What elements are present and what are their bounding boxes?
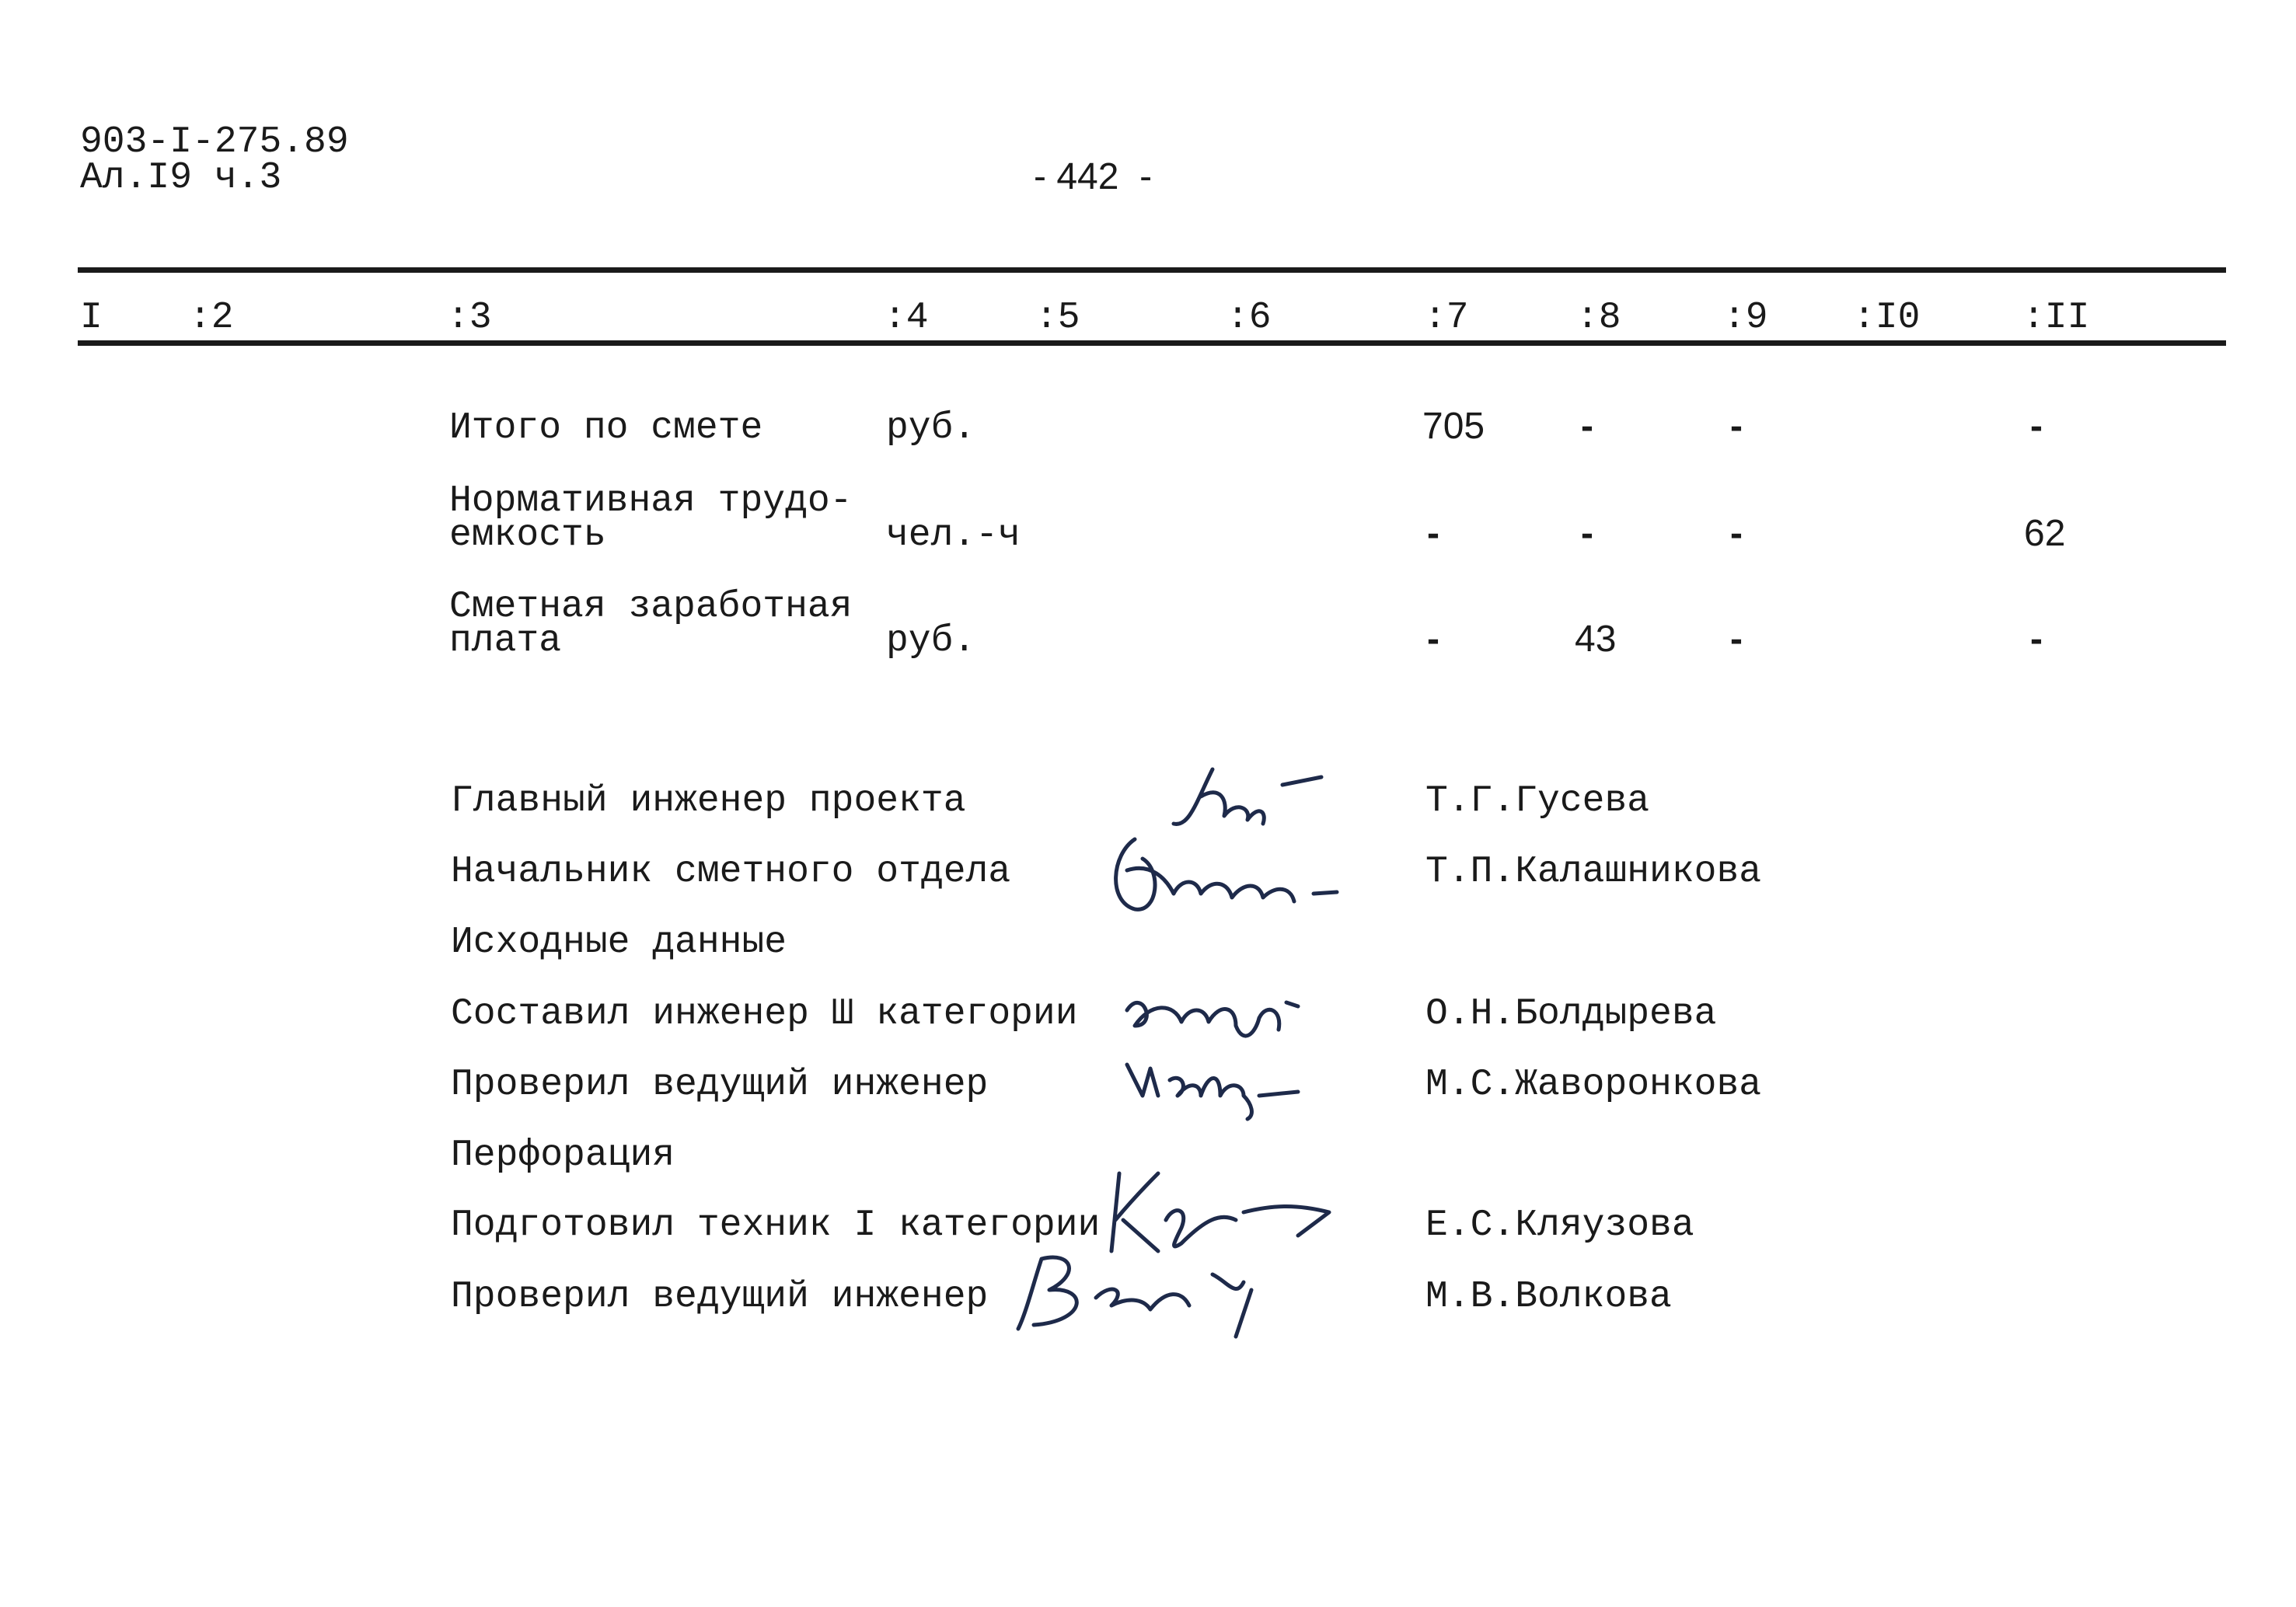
row-name: Итого по смете: [449, 407, 763, 449]
column-header: :2: [189, 297, 234, 339]
section-label: Исходные данные: [451, 922, 787, 964]
row-value-col8: -: [1581, 406, 1593, 447]
row-value-col7: 705: [1422, 406, 1485, 447]
header-bottom-rule: [78, 340, 2226, 346]
document-code: 903-I-275.89: [80, 121, 349, 163]
signatory-position: Подготовил техник I категории: [451, 1204, 1101, 1246]
signatory-name: М.С.Жаворонкова: [1425, 1064, 1762, 1106]
row-name: Нормативная трудо-: [449, 480, 853, 522]
signatory-position: Главный инженер проекта: [451, 780, 966, 822]
row-value-col8: 43: [1575, 619, 1617, 660]
signatory-name: Т.П.Калашникова: [1425, 851, 1762, 893]
signature-kalashnikova: [1104, 824, 1352, 925]
column-header: :5: [1035, 297, 1080, 339]
row-value-col9: -: [1730, 619, 1743, 660]
row-name: Сметная заработная: [449, 586, 853, 628]
row-value-col9: -: [1730, 513, 1743, 554]
signature-boldyreva: [1111, 971, 1314, 1049]
signatory-position: Составил инженер Ш категории: [451, 993, 1078, 1035]
row-value-col7: -: [1427, 619, 1439, 660]
row-value-col8: -: [1581, 513, 1593, 554]
row-unit: руб.: [886, 620, 976, 662]
signature-volkova: [1010, 1236, 1290, 1344]
column-header: :6: [1227, 297, 1272, 339]
row-value-col7: -: [1427, 513, 1439, 554]
row-value-col11: 62: [2024, 513, 2066, 554]
section-label: Перфорация: [451, 1135, 675, 1176]
document-album: Ал.I9 ч.3: [80, 157, 282, 199]
row-unit: чел.-ч: [886, 514, 1021, 556]
signatory-name: М.В.Волкова: [1425, 1276, 1672, 1318]
signatory-name: О.Н.Болдырева: [1425, 993, 1717, 1035]
column-header: :9: [1723, 297, 1768, 339]
row-unit: руб.: [886, 407, 976, 449]
column-header: I: [80, 297, 103, 339]
column-header: :3: [447, 297, 492, 339]
column-header: :8: [1576, 297, 1621, 339]
signatory-position: Начальник сметного отдела: [451, 851, 1011, 893]
row-name-continued: плата: [449, 620, 562, 662]
page-number: - 442 -: [1034, 156, 1153, 197]
row-value-col9: -: [1730, 406, 1743, 447]
signatory-name: Е.С.Кляузова: [1425, 1204, 1694, 1246]
column-header: :4: [884, 297, 929, 339]
header-top-rule: [78, 267, 2226, 273]
signatory-name: Т.Г.Гусева: [1425, 780, 1650, 822]
column-header: :I0: [1853, 297, 1921, 339]
column-header: :II: [2022, 297, 2090, 339]
signatory-position: Проверил ведущий инженер: [451, 1276, 989, 1318]
signature-zhavoronkova: [1111, 1041, 1314, 1127]
row-name-continued: емкость: [449, 514, 606, 556]
row-value-col11: -: [2030, 619, 2043, 660]
column-header: :7: [1424, 297, 1469, 339]
row-value-col11: -: [2030, 406, 2043, 447]
signatory-position: Проверил ведущий инженер: [451, 1064, 989, 1106]
